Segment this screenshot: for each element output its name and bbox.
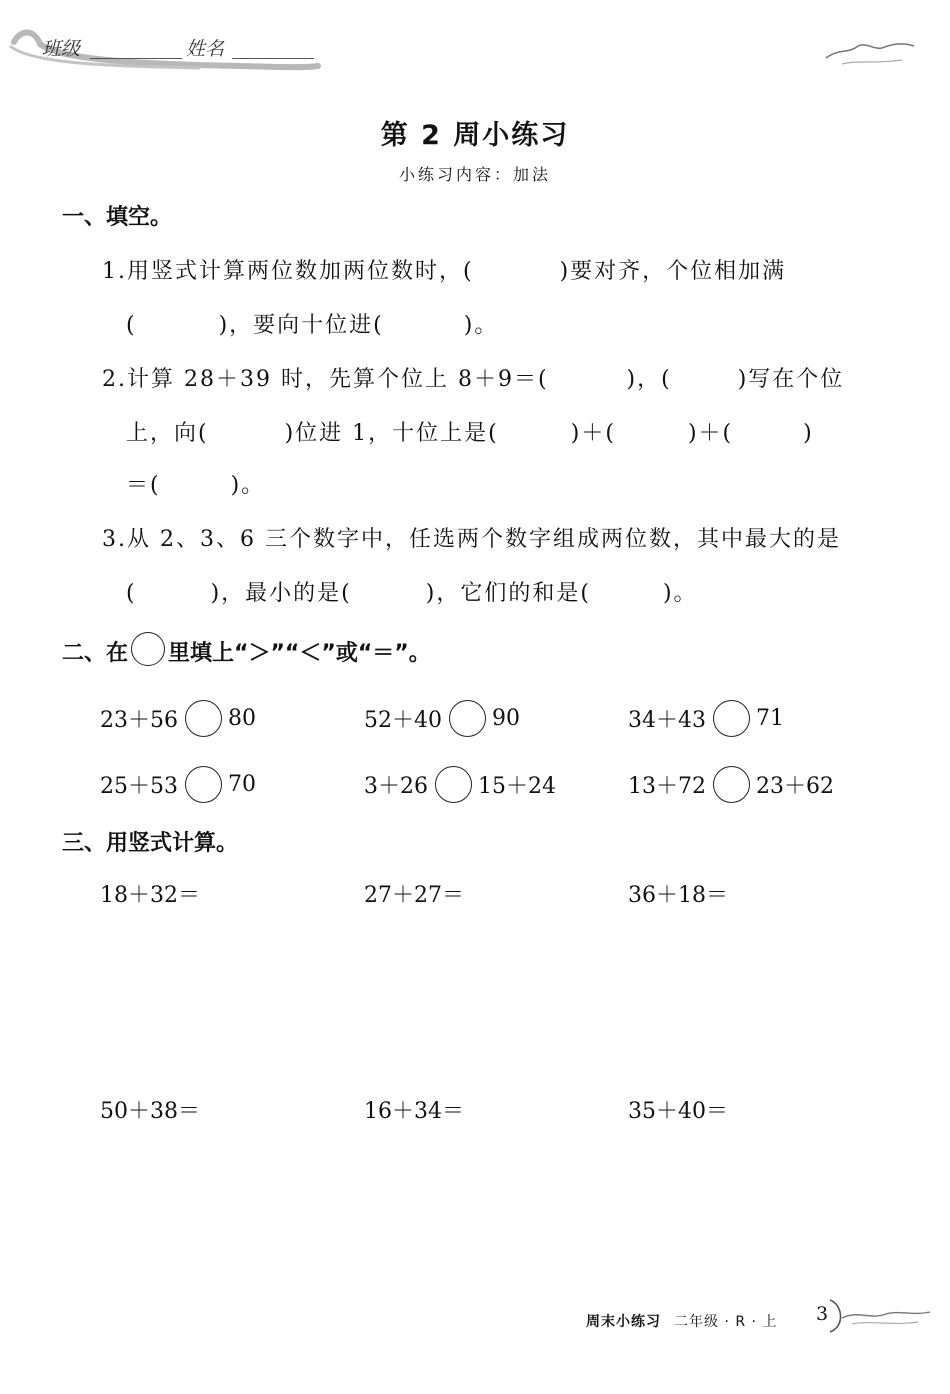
work-area[interactable]	[100, 1132, 890, 1292]
compare-left: 52＋40	[364, 708, 442, 733]
class-label: 班级	[42, 38, 81, 60]
compare-item	[100, 766, 256, 803]
compare-item	[364, 766, 556, 803]
circle-icon	[131, 632, 165, 666]
compare-circle[interactable]	[713, 766, 750, 803]
compare-item	[628, 766, 834, 803]
work-area[interactable]	[100, 915, 890, 1085]
compare-circle[interactable]	[713, 700, 750, 737]
q2-text: )。	[230, 473, 266, 498]
vertical-calc-item: 16＋34＝	[364, 1099, 464, 1124]
q3-text: (	[126, 581, 137, 606]
compare-item	[364, 700, 520, 737]
q3-text: 3.从 2、3、6 三个数字中，任选两个数字组成两位数，其中最大的是	[102, 527, 841, 552]
q2-text: )＋(	[687, 421, 734, 446]
compare-right: 23＋62	[756, 774, 834, 799]
section2-heading-text: 里填上“＞”“＜”或“＝”。	[168, 640, 431, 666]
compare-left: 3＋26	[364, 774, 428, 799]
compare-left: 25＋53	[100, 774, 178, 799]
q2-text: )位进 1，十位上是(	[284, 421, 499, 446]
q1-line1	[102, 254, 786, 285]
vertical-calc-item: 27＋27＝	[364, 883, 464, 908]
q2-text: 上，向(	[126, 421, 209, 446]
q1-line2	[126, 308, 498, 339]
compare-right: 71	[756, 706, 784, 731]
q3-text: )。	[662, 581, 698, 606]
q2-text: )写在个位	[737, 367, 845, 392]
vertical-calc-item: 35＋40＝	[628, 1099, 728, 1124]
compare-item	[628, 700, 784, 737]
compare-right: 70	[228, 772, 256, 797]
q1-text: )要对齐，个位相加满	[559, 259, 787, 284]
q1-text: (	[126, 313, 137, 338]
q1-text: )。	[463, 313, 499, 338]
page-title: 第 2 周小练习	[380, 120, 570, 151]
name-field[interactable]	[232, 58, 314, 59]
mountain-decoration	[822, 34, 922, 74]
q3-line1	[102, 522, 841, 553]
q2-text: )	[803, 421, 814, 446]
q2-text: 2.计算 28＋39 时，先算个位上 8＋9＝(	[102, 367, 549, 392]
page-number: 3	[816, 1303, 829, 1325]
compare-left: 23＋56	[100, 708, 178, 733]
q2-text: )＋(	[570, 421, 616, 446]
q2-line3	[126, 468, 265, 499]
q2-text: ＝(	[126, 473, 161, 498]
section3-heading: 三、用竖式计算。	[62, 831, 239, 856]
q3-line2	[126, 576, 698, 607]
class-field[interactable]	[90, 58, 182, 59]
compare-circle[interactable]	[449, 700, 486, 737]
q1-text: )，要向十位进(	[218, 313, 384, 338]
footer-grade: 二年级 · R · 上	[674, 1314, 778, 1330]
q3-text: )，它们的和是(	[425, 581, 591, 606]
compare-right: 90	[492, 706, 520, 731]
q1-text: 1.用竖式计算两位数加两位数时，(	[102, 259, 474, 284]
section1-heading: 一、填空。	[62, 205, 173, 230]
q2-line2	[126, 416, 814, 447]
compare-circle[interactable]	[435, 766, 472, 803]
compare-item	[100, 700, 256, 737]
q2-line1	[102, 362, 844, 393]
vertical-calc-item: 36＋18＝	[628, 883, 728, 908]
compare-left: 13＋72	[628, 774, 706, 799]
q2-text: )，(	[626, 367, 672, 392]
q3-text: )，最小的是(	[210, 581, 352, 606]
compare-circle[interactable]	[185, 766, 222, 803]
vertical-calc-item: 50＋38＝	[100, 1099, 200, 1124]
compare-right: 80	[228, 706, 256, 731]
compare-right: 15＋24	[478, 774, 556, 799]
name-label: 姓名	[186, 38, 225, 60]
section2-heading-text: 二、在	[62, 640, 129, 666]
compare-circle[interactable]	[185, 700, 222, 737]
footer-book-title: 周末小练习	[586, 1314, 661, 1330]
page-subtitle: 小练习内容：加法	[398, 165, 551, 184]
compare-left: 34＋43	[628, 708, 706, 733]
section2-heading	[62, 634, 431, 668]
vertical-calc-item: 18＋32＝	[100, 883, 200, 908]
